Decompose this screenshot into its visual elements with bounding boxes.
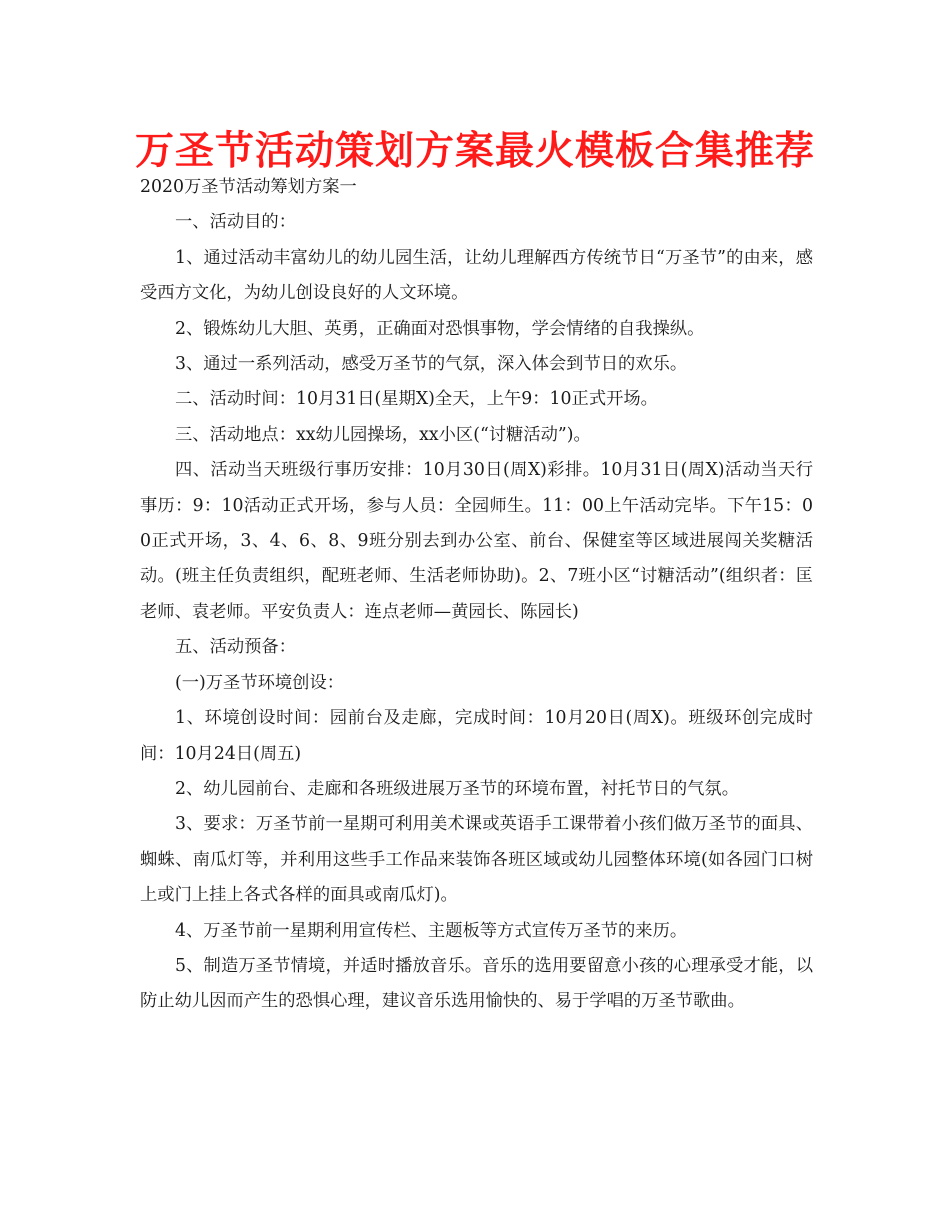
paragraph: 1、环境创设时间：园前台及走廊，完成时间：10月20日(周X)。班级环创完成时间：10月24日(周五) [140, 708, 813, 764]
paragraph: 2、锻炼幼儿大胆、英勇，正确面对恐惧事物，学会情绪的自我操纵。 [175, 318, 705, 339]
paragraph: 3、要求：万圣节前一星期可利用美术课或英语手工课带着小孩们做万圣节的面具、蜘蛛、南瓜灯等，并利用这些手工作品来装饰各班区域或幼儿园整体环境(如各园门口树上或门上挂上各式各样的面具或南瓜灯)。 [140, 814, 813, 906]
subsection-heading-environment: (一)万圣节环境创设： [175, 672, 345, 693]
paragraph: 3、通过一系列活动，感受万圣节的气氛，深入体会到节日的欢乐。 [175, 354, 688, 375]
paragraph: 5、制造万圣节情境，并适时播放音乐。音乐的选用要留意小孩的心理承受才能，以防止幼儿因而产生的恐惧心理，建议音乐选用愉快的、易于学唱的万圣节歌曲。 [140, 955, 813, 1012]
section-heading-time: 二、活动时间：10月31日(星期X)全天，上午9：10正式开场。 [175, 389, 658, 410]
section-heading-preparation: 五、活动预备： [175, 637, 296, 658]
section-schedule: 四、活动当天班级行事历安排：10月30日(周X)彩排。10月31日(周X)活动当天行事历：9：10活动正式开场，参与人员：全园师生。11：00上午活动完毕。下午15：00正式开场，3、4、6、8、9班分别去到办公室、前台、保健室等区域进展闯关奖糖活动。(班主任负责组织，配班老师、生活老师协助)。2、7班小区“讨糖活动”(组织者：匡老师、袁老师。平安负责人：连点老师—黄园长、陈园长) [140, 460, 813, 622]
paragraph: 1、通过活动丰富幼儿的幼儿园生活，让幼儿理解西方传统节日“万圣节”的由来，感受西方文化，为幼儿创设良好的人文环境。 [140, 247, 813, 304]
document-body [140, 170, 813, 1020]
paragraph: 2、幼儿园前台、走廊和各班级进展万圣节的环境布置，衬托节日的气氛。 [175, 778, 739, 799]
document-title: 万圣节活动策划方案最火模板合集推荐 [134, 129, 815, 174]
document-subtitle: 2020万圣节活动筹划方案一 [140, 177, 357, 197]
section-heading-location: 三、活动地点：xx幼儿园操场，xx小区(“讨糖活动”)。 [175, 424, 591, 445]
paragraph: 4、万圣节前一星期利用宣传栏、主题板等方式宣传万圣节的来历。 [175, 920, 688, 941]
section-heading-purpose: 一、活动目的： [175, 212, 296, 233]
